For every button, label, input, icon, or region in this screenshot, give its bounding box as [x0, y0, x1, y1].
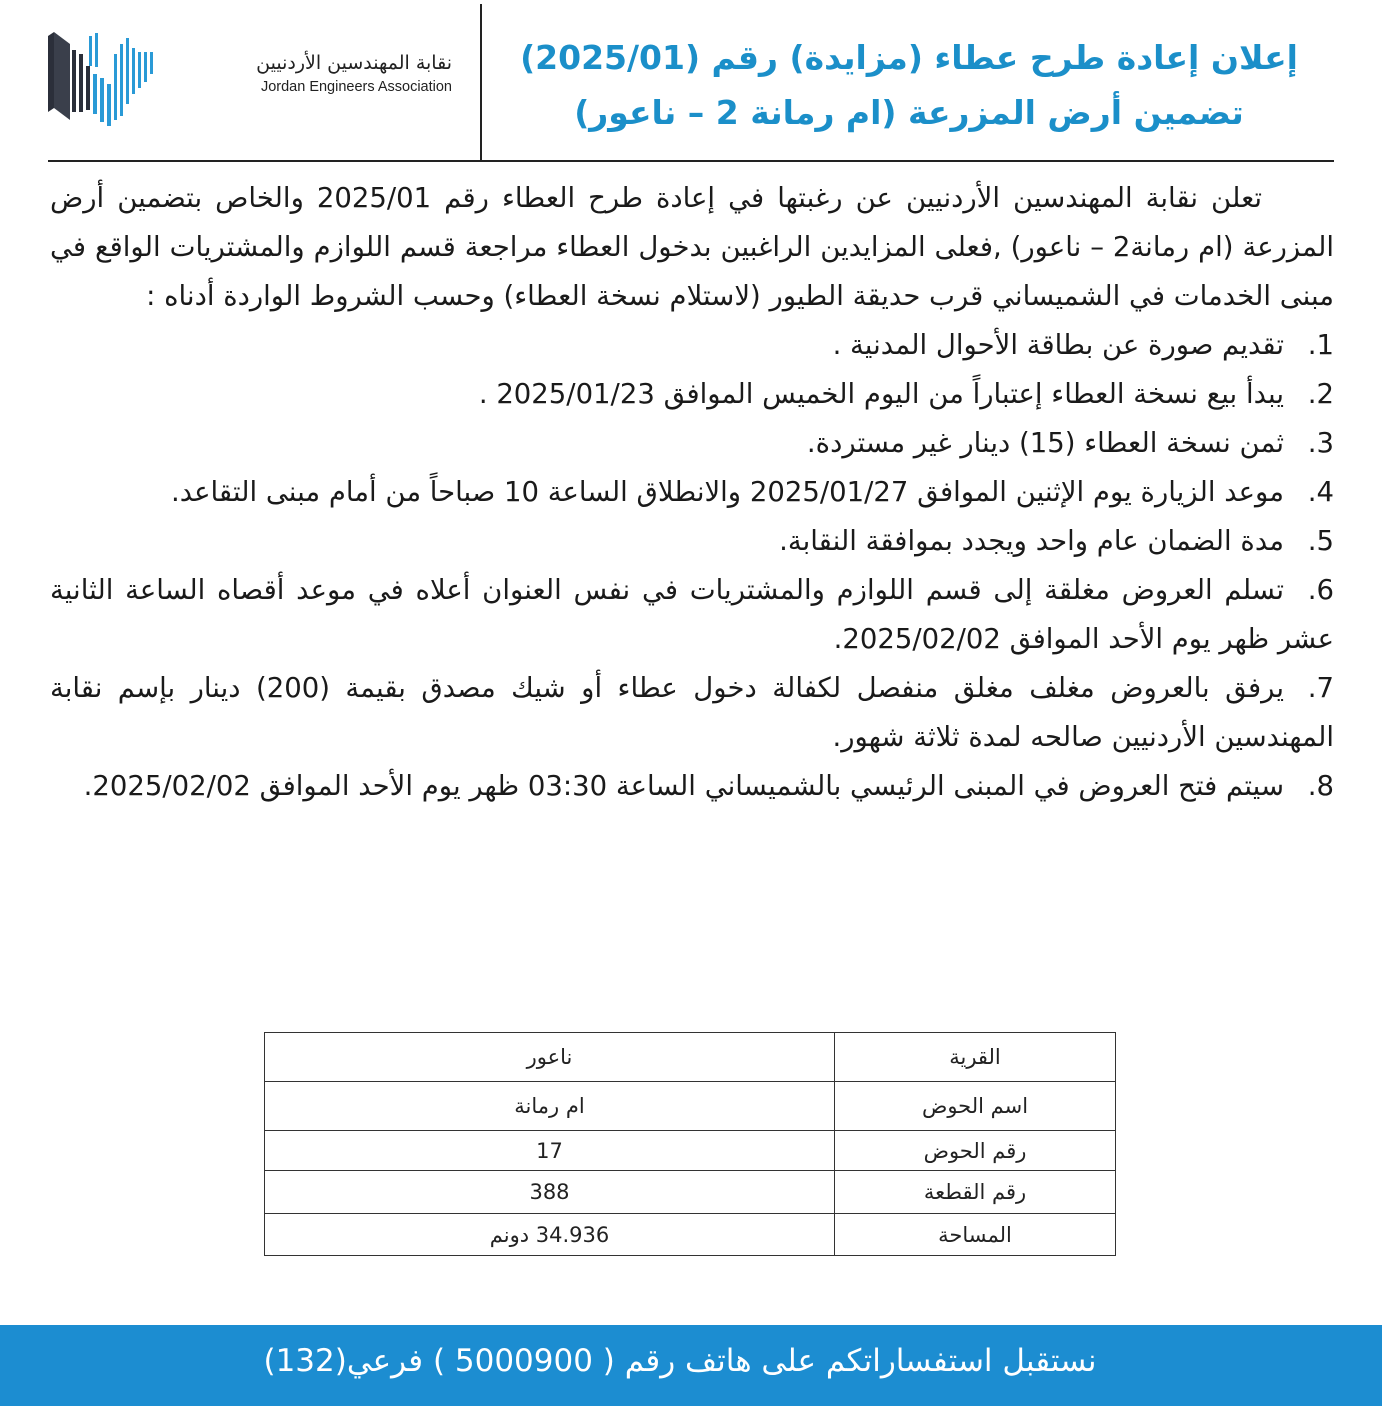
table-row	[265, 1082, 1116, 1131]
jea-logo-mark-icon	[48, 0, 168, 160]
table-value-cell: 34.936 دونم	[265, 1214, 835, 1256]
condition-text: موعد الزيارة يوم الإثنين الموافق 2025/01/27 والانطلاق الساعة 10 صباحاً من أمام مبنى التقاعد.	[170, 476, 1284, 508]
condition-item	[50, 517, 1334, 566]
contact-footer	[0, 1325, 1382, 1406]
condition-number: 7.	[1307, 672, 1334, 704]
header	[48, 0, 1334, 162]
logo-name-english: Jordan Engineers Association	[260, 79, 452, 95]
intro-paragraph: تعلن نقابة المهندسين الأردنيين عن رغبتها في إعادة طرح العطاء رقم 2025/01 والخاص بتضمين أرض المزرعة (ام رمانة2 – ناعور) ,فعلى المزايدين الراغبين بدخول العطاء مراجعة قسم اللوازم والمشتريات الواقع في مبنى الخدمات في الشميساني قرب حديقة الطيور (لاستلام نسخة العطاء) وحسب الشروط الواردة أدناه :	[50, 182, 1334, 312]
condition-number: 8.	[1307, 770, 1334, 802]
title-line-2: تضمين أرض المزرعة (ام رمانة 2 – ناعور)	[574, 93, 1244, 132]
condition-item	[50, 370, 1334, 419]
table-label-cell: اسم الحوض	[835, 1082, 1116, 1131]
header-divider	[480, 4, 482, 160]
jea-logo	[48, 0, 468, 160]
table-row	[265, 1033, 1116, 1082]
condition-item	[50, 419, 1334, 468]
condition-item	[50, 468, 1334, 517]
announcement-title	[484, 30, 1334, 140]
condition-text: مدة الضمان عام واحد ويجدد بموافقة النقابة.	[779, 525, 1284, 557]
condition-number: 6.	[1307, 574, 1334, 606]
condition-text: ثمن نسخة العطاء (15) دينار غير مستردة.	[806, 427, 1284, 459]
condition-number: 5.	[1307, 525, 1334, 557]
condition-text: يبدأ بيع نسخة العطاء إعتباراً من اليوم الخميس الموافق 2025/01/23 .	[478, 378, 1284, 410]
announcement-body	[50, 174, 1334, 811]
table-label-cell: رقم القطعة	[835, 1171, 1116, 1214]
table-value-cell: ناعور	[265, 1033, 835, 1082]
logo-name-arabic: نقابة المهندسين الأردنيين	[256, 52, 452, 74]
table-label-cell: القرية	[835, 1033, 1116, 1082]
table-label-cell: المساحة	[835, 1214, 1116, 1256]
table-row	[265, 1171, 1116, 1214]
condition-text: تسلم العروض مغلقة إلى قسم اللوازم والمشتريات في نفس العنوان أعلاه في موعد أقصاه الساعة الثانية عشر ظهر يوم الأحد الموافق 2025/02/02.	[50, 574, 1334, 655]
condition-item	[50, 762, 1334, 811]
table-value-cell: 17	[265, 1131, 835, 1171]
title-line-1: إعلان إعادة طرح عطاء (مزايدة) رقم (2025/01)	[520, 38, 1298, 77]
condition-number: 3.	[1307, 427, 1334, 459]
table-label-cell: رقم الحوض	[835, 1131, 1116, 1171]
table-value-cell: 388	[265, 1171, 835, 1214]
condition-text: تقديم صورة عن بطاقة الأحوال المدنية .	[832, 329, 1284, 361]
condition-item	[50, 566, 1334, 664]
table-row	[265, 1214, 1116, 1256]
table-row	[265, 1131, 1116, 1171]
condition-item	[50, 321, 1334, 370]
condition-number: 4.	[1307, 476, 1334, 508]
land-details-table	[264, 1032, 1116, 1256]
condition-number: 1.	[1307, 329, 1334, 361]
condition-text: يرفق بالعروض مغلف مغلق منفصل لكفالة دخول عطاء أو شيك مصدق بقيمة (200) دينار بإسم نقابة المهندسين الأردنيين صالحه لمدة ثلاثة شهور.	[50, 672, 1334, 753]
contact-text: نستقبل استفساراتكم على هاتف رقم ( 5000900 ) فرعي(132)	[263, 1343, 1097, 1379]
condition-text: سيتم فتح العروض في المبنى الرئيسي بالشميساني الساعة 03:30 ظهر يوم الأحد الموافق 2025/02/02.	[83, 770, 1284, 802]
condition-number: 2.	[1307, 378, 1334, 410]
condition-item	[50, 664, 1334, 762]
table-value-cell: ام رمانة	[265, 1082, 835, 1131]
